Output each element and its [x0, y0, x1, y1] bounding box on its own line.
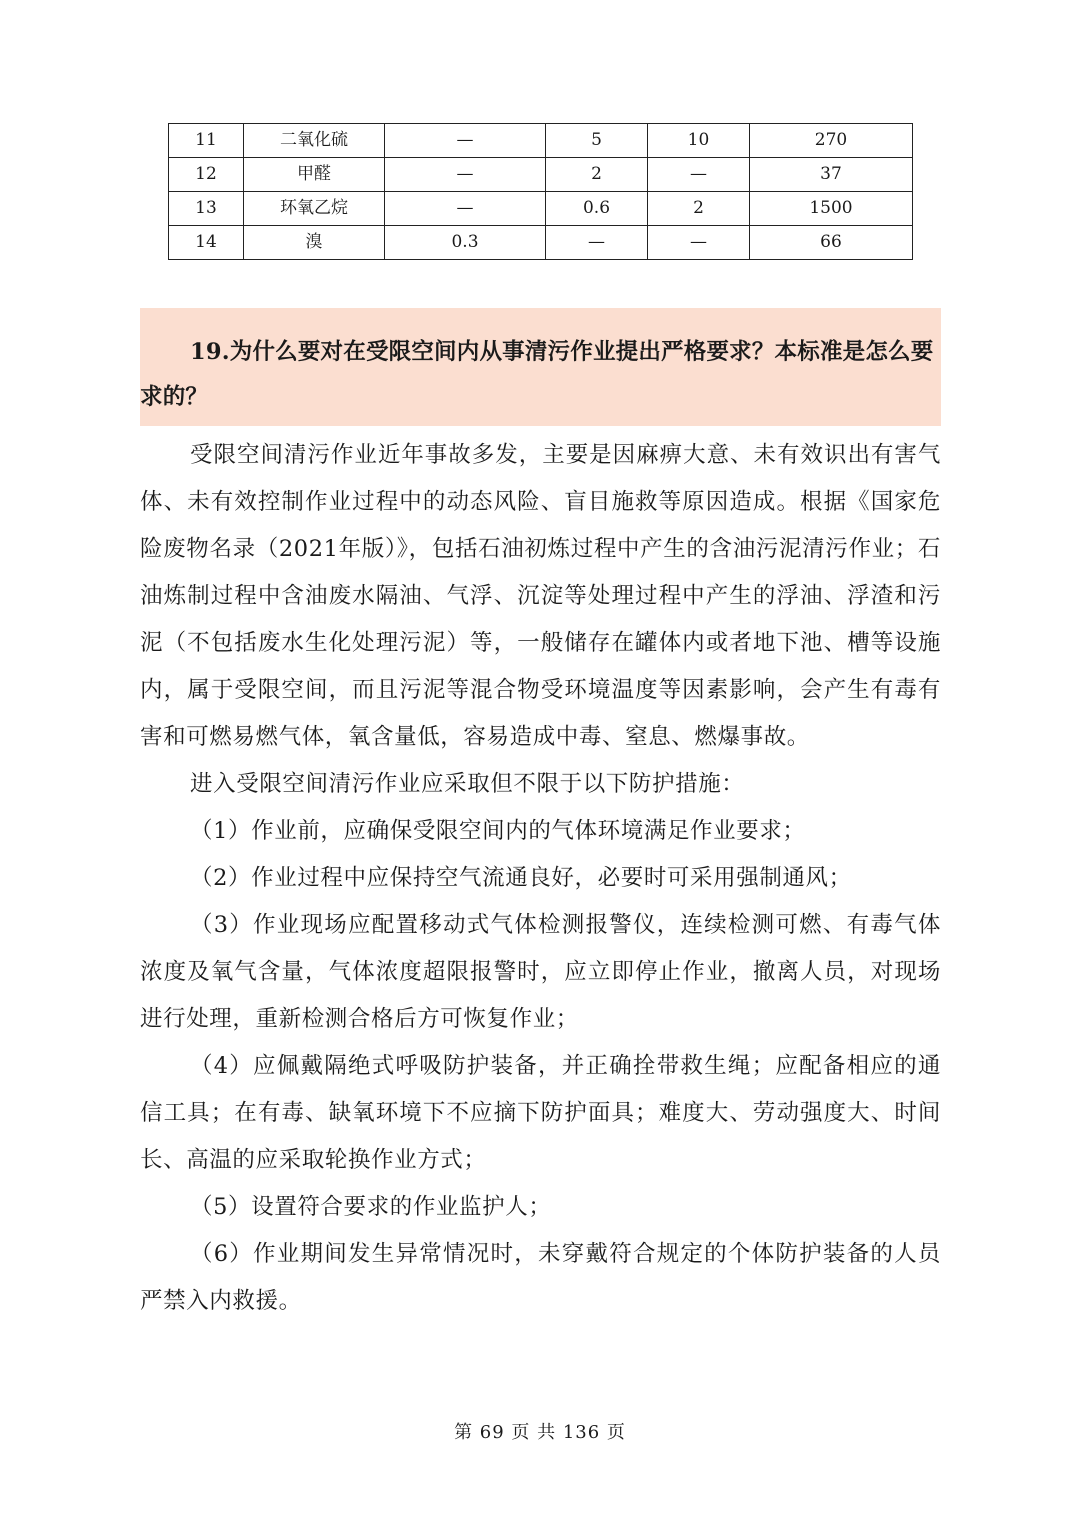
table-cell: — — [648, 158, 750, 192]
table-row — [169, 124, 913, 158]
list-item: （6）作业期间发生异常情况时，未穿戴符合规定的个体防护装备的人员严禁入内救援。 — [140, 1241, 941, 1314]
list-item: （4）应佩戴隔绝式呼吸防护装备，并正确拴带救生绳；应配备相应的通信工具；在有毒、缺氧环境下不应摘下防护面具；难度大、劳动强度大、时间长、高温的应采取轮换作业方式； — [140, 1053, 941, 1173]
table-cell: 1500 — [750, 192, 913, 226]
gas-limits-table — [168, 123, 913, 260]
table-cell: 0.3 — [385, 226, 546, 260]
paragraph: 受限空间清污作业近年事故多发，主要是因麻痹大意、未有效识出有害气体、未有效控制作业过程中的动态风险、盲目施救等原因造成。根据《国家危险废物名录（2021年版）》，包括石油初炼过程中产生的含油污泥清污作业；石油炼制过程中含油废水隔油、气浮、沉淀等处理过程中产生的浮油、浮渣和污泥（不包括废水生化处理污泥）等，一般储存在罐体内或者地下池、槽等设施内，属于受限空间，而且污泥等混合物受环境温度等因素影响，会产生有毒有害和可燃易燃气体，氧含量低，容易造成中毒、窒息、燃爆事故。 — [140, 442, 941, 750]
question-heading: 19.为什么要对在受限空间内从事清污作业提出严格要求？本标准是怎么要求的？ — [140, 339, 934, 410]
row-number: 11 — [169, 124, 244, 158]
paragraph: 进入受限空间清污作业应采取但不限于以下防护措施： — [190, 771, 745, 797]
table-row — [169, 158, 913, 192]
table-cell: — — [385, 192, 546, 226]
table-cell: — — [648, 226, 750, 260]
page-number-footer: 第 69 页 共 136 页 — [454, 1422, 626, 1443]
substance-name: 甲醛 — [244, 158, 385, 192]
substance-name: 溴 — [244, 226, 385, 260]
answer-body — [140, 432, 941, 1325]
table-cell: — — [385, 124, 546, 158]
row-number: 14 — [169, 226, 244, 260]
table-cell: 0.6 — [546, 192, 648, 226]
table-row — [169, 226, 913, 260]
table-cell: — — [546, 226, 648, 260]
table-cell: 66 — [750, 226, 913, 260]
list-item: （5）设置符合要求的作业监护人； — [190, 1194, 552, 1220]
question-highlight-box — [140, 308, 941, 426]
list-item: （3）作业现场应配置移动式气体检测报警仪，连续检测可燃、有毒气体浓度及氧气含量，气体浓度超限报警时，应立即停止作业，撤离人员，对现场进行处理，重新检测合格后方可恢复作业； — [140, 912, 941, 1032]
list-item: （1）作业前，应确保受限空间内的气体环境满足作业要求； — [190, 818, 806, 844]
substance-name: 环氧乙烷 — [244, 192, 385, 226]
table-cell: 270 — [750, 124, 913, 158]
table-cell: 5 — [546, 124, 648, 158]
row-number: 13 — [169, 192, 244, 226]
list-item: （2）作业过程中应保持空气流通良好，必要时可采用强制通风； — [190, 865, 852, 891]
table-cell: 10 — [648, 124, 750, 158]
table-row — [169, 192, 913, 226]
table-cell: 37 — [750, 158, 913, 192]
table-cell: — — [385, 158, 546, 192]
table-cell: 2 — [546, 158, 648, 192]
table-cell: 2 — [648, 192, 750, 226]
substance-name: 二氧化硫 — [244, 124, 385, 158]
row-number: 12 — [169, 158, 244, 192]
